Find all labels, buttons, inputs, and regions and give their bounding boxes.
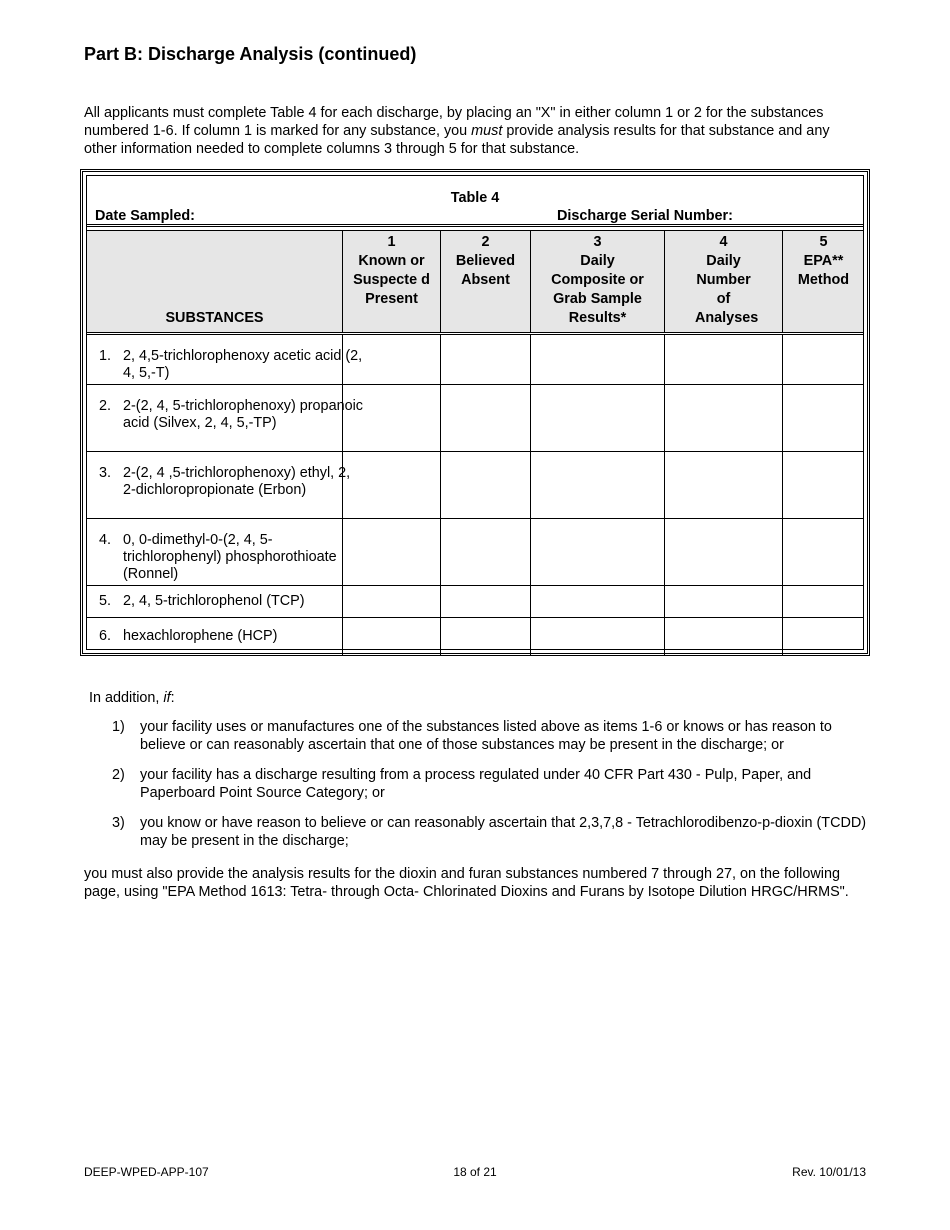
number-of-analyses-cell[interactable] bbox=[664, 586, 783, 617]
table-header-row bbox=[87, 230, 863, 333]
closing-paragraph: you must also provide the analysis results for the dioxin and furan substances numbered 7 through 27, on the following page, using "EPA Method 1613: Tetra- through Octa- Chlorinated Dioxins and Furans by Isotope Dilution HRGC/HRMS". bbox=[84, 866, 849, 900]
believed-absent-cell[interactable] bbox=[440, 335, 531, 384]
epa-method-cell[interactable] bbox=[782, 335, 865, 384]
known-present-cell[interactable] bbox=[342, 452, 441, 518]
substance-name: 3. 2-(2, 4 ,5-trichlorophenoxy) ethyl, 2, 2-dichloropropionate (Erbon) bbox=[99, 465, 351, 498]
believed-absent-cell[interactable] bbox=[440, 519, 531, 585]
table-title-row bbox=[87, 176, 863, 225]
column-header-4: 4 Daily Number of Analyses bbox=[664, 231, 782, 332]
table-row bbox=[87, 452, 863, 519]
table-row bbox=[87, 586, 863, 618]
known-present-cell[interactable] bbox=[342, 335, 441, 384]
table-row bbox=[87, 618, 863, 656]
list-item: 1) your facility uses or manufactures one of the substances listed above as items 1-6 or knows or has reason to believe or can reasonably ascertain that one of those substances may be present in the discharge; or bbox=[112, 719, 832, 753]
list-item: 3) you know or have reason to believe or can reasonably ascertain that 2,3,7,8 - Tetrachlorodibenzo-p-dioxin (TCDD) may be present in the discharge; bbox=[112, 815, 867, 849]
intro-paragraph bbox=[84, 104, 864, 158]
footer-page-number: 18 of 21 bbox=[453, 1165, 497, 1179]
sample-results-cell[interactable] bbox=[530, 385, 665, 451]
number-of-analyses-cell[interactable] bbox=[664, 335, 783, 384]
intro-text-end: provide analysis results for that substance and any other information needed to complete columns 3 through 5 for that substance. bbox=[84, 123, 830, 157]
sample-results-cell[interactable] bbox=[530, 335, 665, 384]
table-body bbox=[87, 334, 863, 649]
discharge-serial-number-label: Discharge Serial Number: bbox=[557, 208, 733, 224]
column-header-2: 2 Believed Absent bbox=[440, 231, 530, 332]
sample-results-cell[interactable] bbox=[530, 452, 665, 518]
in-addition-intro: In addition, if: bbox=[89, 690, 175, 706]
known-present-cell[interactable] bbox=[342, 385, 441, 451]
substances-header: SUBSTANCES bbox=[165, 310, 264, 326]
substance-name: 1. 2, 4,5-trichlorophenoxy acetic acid (2, 4, 5,-T) bbox=[99, 348, 363, 381]
column-header-3: 3 Daily Composite or Grab Sample Results* bbox=[530, 231, 664, 332]
known-present-cell[interactable] bbox=[342, 519, 441, 585]
substance-name: 4. 0, 0-dimethyl-0-(2, 4, 5-trichlorophenyl) phosphorothioate (Ronnel) bbox=[99, 532, 337, 582]
known-present-cell[interactable] bbox=[342, 586, 441, 617]
list-item: 2) your facility has a discharge resulting from a process regulated under 40 CFR Part 430 - Pulp, Paper, and Paperboard Point Source Category; or bbox=[112, 767, 812, 801]
intro-text-start: All applicants must complete Table 4 for each discharge, by placing an "X" in either column 1 or 2 for the substances numbered 1-6. If column 1 is marked for any substance, you bbox=[84, 105, 824, 139]
intro-emphasis: must bbox=[471, 123, 503, 139]
substance-name: 6. hexachlorophene (HCP) bbox=[99, 628, 278, 644]
conditions-list bbox=[84, 718, 874, 862]
substance-name: 5. 2, 4, 5-trichlorophenol (TCP) bbox=[99, 593, 305, 609]
date-sampled-label: Date Sampled: bbox=[95, 208, 195, 224]
table-row bbox=[87, 519, 863, 586]
substance-name: 2. 2-(2, 4, 5-trichlorophenoxy) propanoic acid (Silvex, 2, 4, 5,-TP) bbox=[99, 398, 363, 431]
sample-results-cell[interactable] bbox=[530, 586, 665, 617]
number-of-analyses-cell[interactable] bbox=[664, 385, 783, 451]
number-of-analyses-cell[interactable] bbox=[664, 452, 783, 518]
believed-absent-cell[interactable] bbox=[440, 618, 531, 656]
column-header-1: 1 Known or Suspecte d Present bbox=[342, 231, 440, 332]
page-heading: Part B: Discharge Analysis (continued) bbox=[84, 44, 417, 64]
believed-absent-cell[interactable] bbox=[440, 586, 531, 617]
footer-form-id: DEEP-WPED-APP-107 bbox=[84, 1165, 209, 1179]
table-4 bbox=[80, 169, 870, 656]
sample-results-cell[interactable] bbox=[530, 519, 665, 585]
table-row bbox=[87, 385, 863, 452]
column-header-5: 5 EPA** Method bbox=[782, 231, 864, 332]
epa-method-cell[interactable] bbox=[782, 586, 865, 617]
known-present-cell[interactable] bbox=[342, 618, 441, 656]
sample-results-cell[interactable] bbox=[530, 618, 665, 656]
epa-method-cell[interactable] bbox=[782, 519, 865, 585]
believed-absent-cell[interactable] bbox=[440, 385, 531, 451]
believed-absent-cell[interactable] bbox=[440, 452, 531, 518]
table-row bbox=[87, 335, 863, 385]
epa-method-cell[interactable] bbox=[782, 618, 865, 656]
number-of-analyses-cell[interactable] bbox=[664, 618, 783, 656]
epa-method-cell[interactable] bbox=[782, 452, 865, 518]
number-of-analyses-cell[interactable] bbox=[664, 519, 783, 585]
table-title: Table 4 bbox=[450, 190, 500, 206]
footer-revision: Rev. 10/01/13 bbox=[792, 1165, 866, 1179]
epa-method-cell[interactable] bbox=[782, 385, 865, 451]
